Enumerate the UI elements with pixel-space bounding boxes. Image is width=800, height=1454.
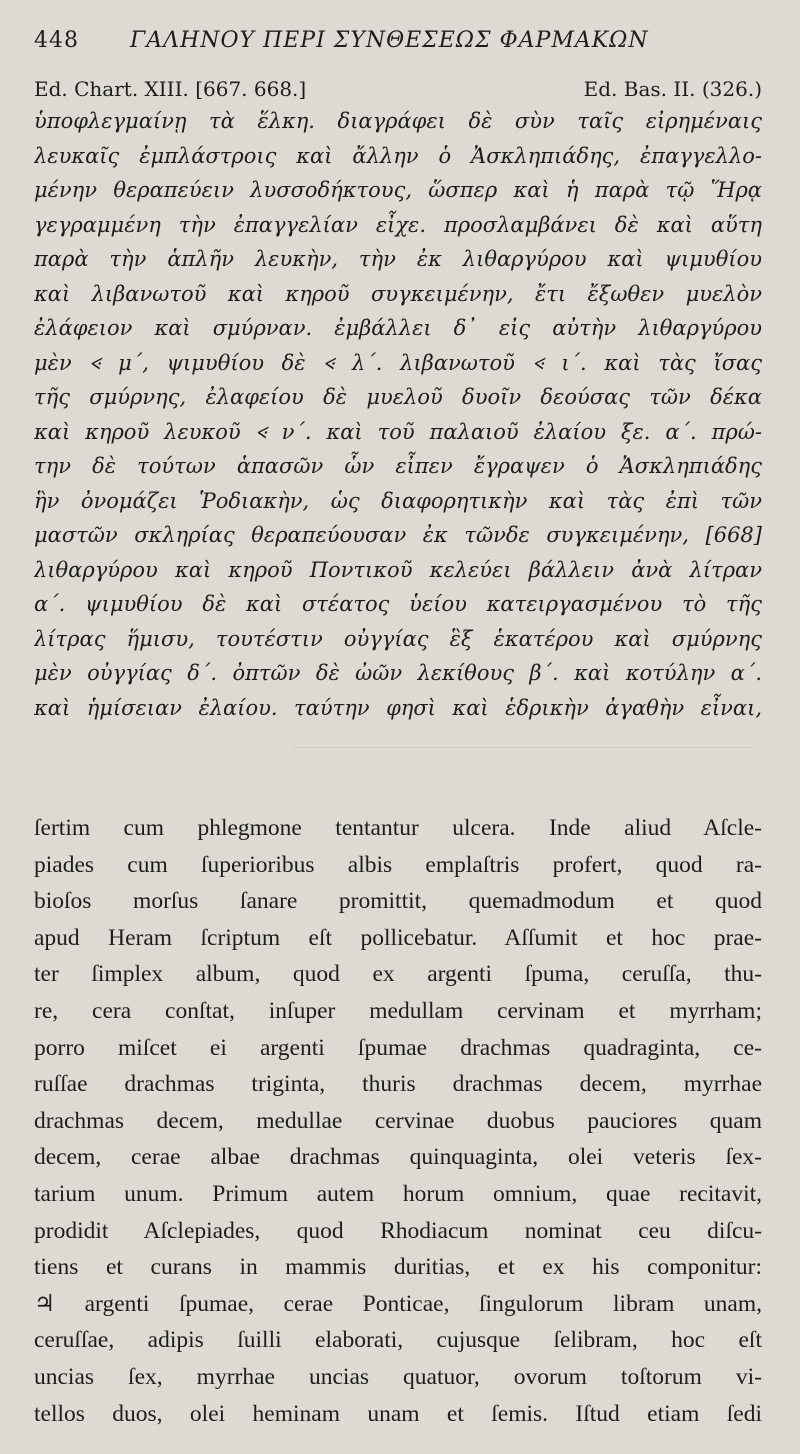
latin-text-line: ſertim cum phlegmone tentantur ulcera. Inde aliud Aſcle- <box>34 815 762 841</box>
running-head <box>34 28 762 68</box>
edition-chartier-reference: Ed. Chart. XIII. [667. 668.] <box>34 77 307 101</box>
latin-text-line: uncias ſex, myrrhae uncias quatuor, ovorum toſtorum vi- <box>34 1363 762 1390</box>
greek-text-block <box>34 104 762 725</box>
greek-text-line: ἐλάφειον καὶ σμύρναν. ἐμβάλλει δ᾽ εἰς αὐτὴν λιθαργύρου <box>34 316 762 340</box>
latin-text-line: porro miſcet ei argenti ſpumae drachmas quadraginta, ce- <box>34 1034 762 1061</box>
greek-text-line: λιθαργύρου καὶ κηροῦ Ποντικοῦ κελεύει βάλλειν ἀνὰ λίτραν <box>34 557 762 582</box>
greek-text-line: α΄. ψιμυθίου δὲ καὶ στέατος ὑείου κατειργασμένου τὸ τῆς <box>34 592 762 616</box>
greek-text-line: ἣν ὀνομάζει Ῥοδιακὴν, ὡς διαφορητικὴν καὶ τὰς ἐπὶ τῶν <box>34 488 762 513</box>
greek-text-line: λίτρας ἥμισυ, τουτέστιν οὐγγίας ἓξ ἑκατέρου καὶ σμύρνης <box>34 626 762 651</box>
latin-text-line: tellos duos, olei heminam unam et ſemis. Iſtud etiam ſedi <box>34 1400 762 1427</box>
greek-text-line: μένην θεραπεύειν λυσσοδήκτους, ὥσπερ καὶ ἡ παρὰ τῷ Ἥρᾳ <box>34 178 762 202</box>
greek-text-line: καὶ λιβανωτοῦ καὶ κηροῦ συγκειμένην, ἔτι ἔξωθεν μυελὸν <box>34 281 762 306</box>
edition-references <box>34 76 762 104</box>
greek-text-line: μὲν οὐγγίας δ΄. ὀπτῶν δὲ ὠῶν λεκίθους β΄. καὶ κοτύλην α΄. <box>34 661 762 685</box>
greek-text-line: ὑποφλεγμαίνῃ τὰ ἕλκη. διαγράφει δὲ σὺν ταῖς εἰρημέναις <box>34 109 762 133</box>
latin-text-line: prodidit Aſclepiades, quod Rhodiacum nominat ceu diſcu- <box>34 1217 762 1244</box>
latin-text-line: ruſſae drachmas triginta, thuris drachmas decem, myrrhae <box>34 1071 762 1098</box>
latin-text-line: tiens et curans in mammis duritias, et ex his componitur: <box>34 1254 762 1281</box>
greek-text-line: παρὰ τὴν ἁπλῆν λευκὴν, τὴν ἐκ λιθαργύρου καὶ ψιμυθίου <box>34 247 762 271</box>
latin-text-block <box>34 810 762 1432</box>
latin-text-line: bioſos morſus ſanare promittit, quemadmodum et quod <box>34 888 762 915</box>
edition-basel-reference: Ed. Bas. II. (326.) <box>583 77 762 101</box>
latin-text-line: drachmas decem, medullae cervinae duobus pauciores quam <box>34 1107 762 1134</box>
latin-text-line: tarium unum. Primum autem horum omnium, quae recitavit, <box>34 1180 762 1207</box>
greek-text-line: καὶ ἡμίσειαν ἐλαίου. ταύτην φησὶ καὶ ἑδρικὴν ἀγαθὴν εἶναι, <box>34 695 762 720</box>
greek-text-line: μαστῶν σκληρίας θεραπεύουσαν ἐκ τῶνδε συγκειμένην, [668] <box>34 523 762 547</box>
latin-text-line: ceruſſae, adipis ſuilli elaborati, cujusque ſelibram, hoc eſt <box>34 1327 762 1354</box>
page-number: 448 <box>34 28 79 53</box>
latin-text-line: decem, cerae albae drachmas quinquaginta, olei veteris ſex- <box>34 1144 762 1171</box>
greek-text-line: τῆς σμύρνης, ἐλαφείου δὲ μυελοῦ δυοῖν δεούσας τῶν δέκα <box>34 385 762 409</box>
greek-text-line: μὲν 𐅻 μ΄, ψιμυθίου δὲ 𐅻 λ΄. λιβανωτοῦ 𐅻 ι΄. καὶ τὰς ἴσας <box>34 350 762 375</box>
column-divider-space <box>34 725 762 810</box>
latin-text-line: ♃ argenti ſpumae, cerae Ponticae, ſingulorum libram unam, <box>34 1290 762 1317</box>
greek-text-line: λευκαῖς ἐμπλάστροις καὶ ἄλλην ὁ Ἀσκληπιάδης, ἐπαγγελλο- <box>34 143 762 168</box>
bleed-through-line <box>294 747 754 748</box>
latin-text-line: piades cum ſuperioribus albis emplaſtris profert, quod ra- <box>34 851 762 878</box>
greek-text-line: καὶ κηροῦ λευκοῦ 𐅻 ν΄. καὶ τοῦ παλαιοῦ ἐλαίου ξε. α΄. πρώ- <box>34 419 762 444</box>
latin-text-line: re, cera conſtat, inſuper medullam cervinam et myrrham; <box>34 997 762 1024</box>
latin-text-line: apud Heram ſcriptum eſt pollicebatur. Aſſumit et hoc prae- <box>34 924 762 951</box>
greek-text-line: γεγραμμένη τὴν ἐπαγγελίαν εἶχε. προσλαμβάνει δὲ καὶ αὕτη <box>34 212 762 237</box>
greek-text-line: την δὲ τούτων ἁπασῶν ὧν εἶπεν ἔγραψεν ὁ Ἀσκληπιάδης <box>34 454 762 478</box>
latin-text-line: ter ſimplex album, quod ex argenti ſpuma, ceruſſa, thu- <box>34 961 762 988</box>
running-title: ΓΑΛΗΝΟΥ ΠΕΡΙ ΣΥΝΘΕΣΕΩΣ ΦΑΡΜΑΚΩΝ <box>130 28 649 53</box>
